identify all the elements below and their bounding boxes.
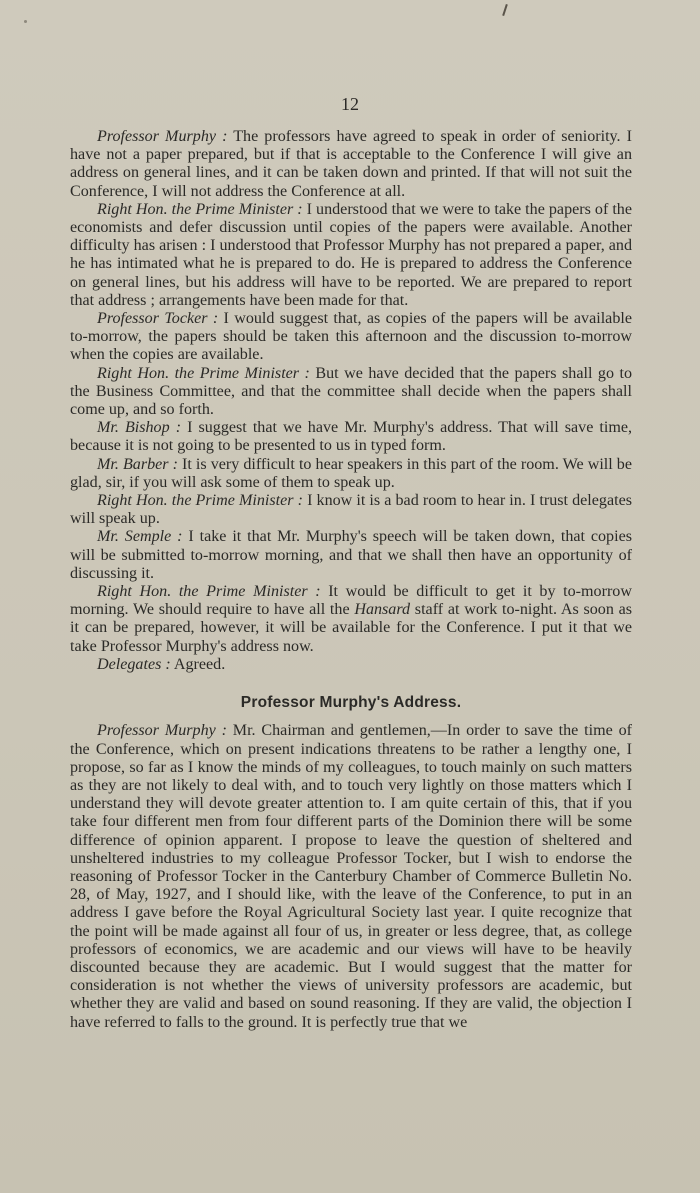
speech-text: It is very difficult to hear speakers in this part of the room. We will be glad, sir, if you will ask some of them to speak up. (70, 455, 632, 491)
speaker-label: Mr. Bishop : (97, 419, 182, 437)
paragraph (70, 583, 632, 656)
speech-text: It would be difficult to get it by to-morrow morning. We should require to have all the (70, 583, 632, 619)
speaker-label: Professor Murphy : (97, 128, 228, 145)
speaker-label: Right Hon. the Prime Minister : (97, 492, 303, 510)
speaker-label: Right Hon. the Prime Minister : (97, 583, 321, 601)
speaker-label: Mr. Barber : (97, 455, 178, 473)
pencil-mark (502, 4, 508, 16)
paragraph (70, 656, 632, 674)
paper-speck (24, 20, 27, 23)
speech-text: Agreed. (170, 655, 226, 673)
page-number: 12 (341, 94, 359, 114)
speaker-label: Professor Murphy : (97, 722, 227, 740)
hansard-italic: Hansard (354, 601, 411, 619)
section-heading: Professor Murphy's Address. (240, 694, 462, 712)
body-text (70, 128, 632, 1032)
speaker-label: Right Hon. the Prime Minister : (97, 200, 303, 218)
paragraph (70, 201, 632, 310)
speech-text: I suggest that we have Mr. Murphy's address. That will save time, because it is not going to be presented to us in typed form. (70, 419, 632, 455)
speech-text: I would suggest that, as copies of the papers will be available to-morrow, the papers should be taken this afternoon and the discussion to-morrow when the copies are available. (70, 310, 632, 364)
speaker-label: Right Hon. the Prime Minister : (97, 364, 310, 382)
paragraph (70, 310, 632, 365)
paragraph (70, 492, 632, 528)
speaker-label: Delegates : (97, 655, 171, 673)
speech-text: I take it that Mr. Murphy's speech will be taken down, that copies will be submitted to-morrow morning, and that we shall then have an opportunity of discussing it. (70, 528, 632, 582)
paragraph (70, 128, 632, 201)
speaker-label: Mr. Semple : (97, 528, 183, 546)
speaker-label: Professor Tocker : (97, 310, 219, 328)
paragraph (70, 722, 632, 1031)
speech-text: I understood that we were to take the papers of the economists and defer discussion until copies of the papers were available. Another difficulty has arisen : I understood that Professor Murphy has not prepared a paper, and he has intimated what he is prepared to do. He is prepared to address the Conference on general lines, but his address will have to be reported. We are prepared to report that address ; arrangements have been made for that. (70, 200, 632, 309)
speech-text: I know it is a bad room to hear in. I trust delegates will speak up. (70, 492, 632, 528)
speech-text: staff at work to-night. As soon as it can be prepared, however, it will be available for the Conference. I put it that we take Professor Murphy's address now. (70, 601, 633, 655)
paragraph (70, 528, 632, 583)
paragraph (70, 365, 632, 420)
paragraph (70, 456, 632, 492)
speech-text: But we have decided that the papers shall go to the Business Committee, and that the committee shall decide when the papers shall come up, and so forth. (70, 364, 632, 419)
speech-text: Mr. Chairman and gentlemen,—In order to save the time of the Conference, which on present indications threatens to be rather a lengthy one, I propose, so far as I know the minds of my colleagues, to touch mainly on such matters as they are not likely to deal with, and to touch very lightly on those matters which I understand they will devote greater attention to. I am quite certain of this, that if you take four different men from four different parts of the Dominion there will be some difference of opinion apparent. I propose to leave the question of sheltered and unsheltered industries to my colleague Professor Tocker, but I wish to endorse the reasoning of Professor Tocker in the Canterbury Chamber of Commerce Bulletin No. 28, of May, 1927, and I should like, with the leave of the Conference, to put in an address I gave before the Royal Agricultural Society last year. I quite recognize that the point will be made against all four of us, in greater or less degree, that, as college professors of economics, we are academic and our views will have to be heavily discounted because they are academic. But I would suggest that the matter for consideration is not whether the views of university professors are academic, but whether they are valid and based on sound reasoning. If they are valid, the objection I have referred to falls to the ground. It is perfectly true that we (70, 722, 632, 1031)
speech-text: The professors have agreed to speak in order of seniority. I have not a paper prepared, but if that is acceptable to the Conference I will give an address on general lines, and it can be taken down and printed. If that will not suit the Conference, I will not address the Conference at all. (70, 128, 632, 200)
paragraph (70, 419, 632, 455)
